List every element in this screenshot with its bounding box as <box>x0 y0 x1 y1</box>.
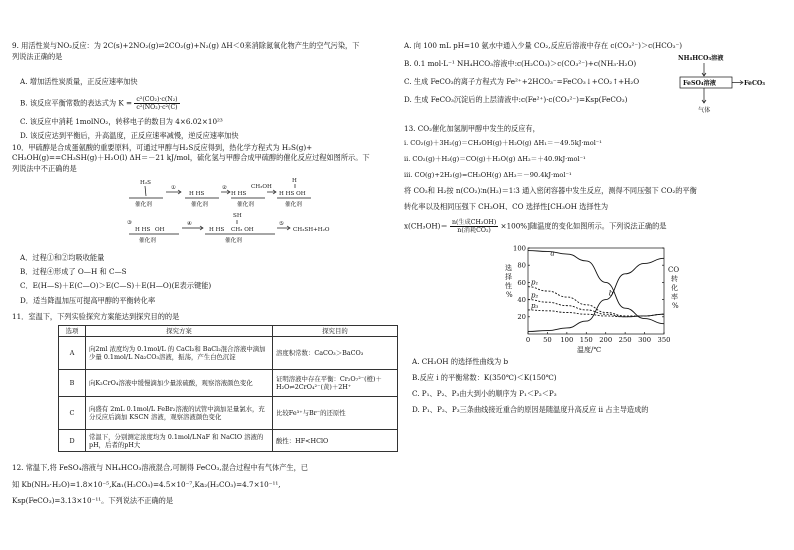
q12-line-1: 12. 常温下,将 FeSO₄溶液与 NH₄HCO₃溶液混合,可制得 FeCO₃,混合过程中有气体产生，已 <box>12 463 308 472</box>
q10-option-c: C．E(H—S)＋E(C—O)＞E(C—S)＋E(H—O)(E表示键能) <box>20 281 212 290</box>
q13-option-d: D. P₁、P₂、P₃三条曲线接近重合的原因是随温度升高反应 ii 占主导造成的 <box>412 405 649 414</box>
ylabel-left-2: 择 <box>505 273 512 281</box>
series-line-p₁ <box>528 287 664 316</box>
ylabel-right-4: 率 <box>671 293 678 301</box>
y-tick-label: 20 <box>517 313 526 322</box>
header-plan: 探究方案 <box>86 326 273 337</box>
q11-table <box>58 325 398 452</box>
header-goal: 探究目的 <box>273 326 398 337</box>
series-label: b <box>608 289 614 298</box>
step-3: ③ <box>127 220 133 226</box>
flow-bottom-label: 气体 <box>698 107 711 114</box>
table-row <box>59 337 398 370</box>
flow-diagram <box>676 52 790 118</box>
q10-option-a: A．过程①和②均吸收能量 <box>20 253 105 262</box>
y-tick-label: 100 <box>513 244 526 253</box>
catalysis-diagram <box>125 176 345 248</box>
label-hhs-2: H HS <box>231 191 247 197</box>
label-ch3oh: CH₃OH <box>251 184 272 190</box>
q10-option-b: B．过程④形成了 O—H 和 C—S <box>20 267 127 276</box>
row-option: C <box>59 397 86 430</box>
q13-line-1: 将 CO₂和 H₂按 n(CO₂)∶n(H₂)＝1∶3 通入密闭容器中发生反应，测得不同压强下 CO₂的平衡 <box>404 186 697 195</box>
q9-k-denominator: c²(NO₂)·c²(C) <box>136 104 178 111</box>
row-goal: 溶度积常数：CaCO₃＞BaCO₃ <box>273 337 398 370</box>
label-ch3-oh: CH₃ OH <box>231 227 254 233</box>
row-goal: 比较Fe³⁺与Br⁻的还原性 <box>273 397 398 430</box>
q10-stem-2: CH₃OH(g)==CH₃SH(g)＋H₂O(l) ΔH＝－21 kJ/mol，硫化氢与甲醇合成甲硫醇的催化反应过程如图所示。下 <box>12 153 370 162</box>
q12-line-3: Ksp(FeCO₃)=3.13×10⁻¹¹。下列说法不正确的是 <box>12 496 174 505</box>
q13-option-c: C. P₁、P₂、P₃由大到小的顺序为 P₁＜P₂＜P₃ <box>412 389 557 398</box>
q13-option-a: A. CH₃OH 的选择性曲线为 b <box>412 357 509 366</box>
label-h2s: H₂S <box>140 180 151 186</box>
label-hhs-1: H HS <box>189 191 205 197</box>
q12-option-c: C. 生成 FeCO₃的离子方程式为 Fe²⁺+2HCO₃⁻=FeCO₃↓+CO₂↑+H₂O <box>404 77 640 86</box>
q10-stem: 10．甲硫醇是合成蛋氨酸的重要原料，可通过甲醇与H₂S反应得到，热化学方程式为 H₂S(g)+ <box>12 143 313 152</box>
step-5: ⑤ <box>279 221 285 227</box>
q12-option-d: D. 生成 FeCO₃沉淀后的上层清液中:c(Fe²⁺)·c(CO₃²⁻)=Ksp(FeCO₃) <box>404 95 628 104</box>
x-tick-label: 200 <box>599 336 613 344</box>
series-label: p₁ <box>531 278 539 287</box>
label-sh: SH <box>233 213 242 219</box>
y-tick-label: 40 <box>517 296 526 304</box>
q12-option-a: A. 向 100 mL pH=10 氨水中通入少量 CO₂,反应后溶液中存在 c(CO₃²⁻)＞c(HCO₃⁻) <box>404 41 683 50</box>
label-product: CH₃SH+H₂O <box>293 227 330 233</box>
series-line-p₂ <box>528 300 664 317</box>
y-tick-label: 60 <box>517 278 526 287</box>
flow-box-label: FeSO₄溶液 <box>683 80 716 87</box>
y-tick-label: 80 <box>517 261 526 270</box>
selectivity-denominator: n(消耗CO₂) <box>457 227 491 234</box>
q13-stem: 13. CO₂催化加氢制甲醇中发生的反应有， <box>404 124 540 133</box>
selectivity-fraction <box>450 219 498 234</box>
catalyst-1: 催化剂 <box>135 202 152 208</box>
step-1: ① <box>171 185 177 191</box>
row-goal: 酸性：HF<HClO <box>273 430 398 452</box>
row-goal: 证明溶液中存在平衡：Cr₂O₇²⁻(橙)＋H₂O⇌2CrO₄²⁻(黄)＋2H⁺ <box>273 370 398 397</box>
label-oh: OH <box>155 227 165 233</box>
q11-stem: 11．室温下，下列实验探究方案能达到探究目的的是 <box>12 312 180 321</box>
q10-stem-3: 列说法中不正确的是 <box>12 164 77 173</box>
q13-option-b: B.反应 i 的平衡常数：K(350℃)＜K(150℃) <box>412 373 557 382</box>
row-option: D <box>59 430 86 452</box>
series-label: p₂ <box>531 291 539 300</box>
q9-option-b <box>20 96 180 111</box>
flow-top-label: NH₄HCO₃溶液 <box>678 55 724 62</box>
q9-option-d: D. 该反应达到平衡后，升高温度，正反应速率减慢，逆反应速率加快 <box>20 131 239 140</box>
label-hhs-3: H HS <box>135 227 151 233</box>
q13-reaction-1: i. CO₂(g)＋3H₂(g)＝CH₃OH(g)＋H₂O(g) ΔH₁＝－49.5kJ·mol⁻¹ <box>404 139 602 147</box>
row-plan: 向盛有 2mL 0.1mol/L FeBr₂溶液的试管中滴加足量氯水，充分反应后滴加 KSCN 溶液，观察溶液颜色变化 <box>86 397 273 430</box>
row-plan: 向K₂CrO₄溶液中缓慢滴加少量浓硫酸，观察溶液颜色变化 <box>86 370 273 397</box>
selectivity-prefix: x(CH₃OH)＝ <box>404 221 448 231</box>
row-plan: 向2ml 浓度均为 0.1mol/L 的 CaCl₂和 BaCl₂混合溶液中滴加少量 0.1mol/L Na₂CO₃溶液，振荡，产生白色沉淀 <box>86 337 273 370</box>
q13-reaction-3: iii. CO(g)+2H₂(g)=CH₃OH(g) ΔH₃＝－90.4kJ·mol⁻¹ <box>404 171 572 179</box>
ylabel-right-5: % <box>672 302 679 310</box>
series-line-b <box>528 258 664 331</box>
q9-option-a: A. 增加活性炭质量，正反应速率加快 <box>20 77 138 86</box>
q13-reaction-2: ii. CO₂(g)＋H₂(g)＝CO(g)＋H₂O(g) ΔH₂＝＋40.9kJ·mol⁻¹ <box>404 155 586 163</box>
row-plan: 常温下，分别测定浓度均为 0.1mol/LNaF 和 NaClO 溶液的pH，后者的pH大 <box>86 430 273 452</box>
q13-line-2: 转化率以及相同压强下 CH₃OH、CO 选择性[CH₃OH 选择性为 <box>404 202 609 211</box>
selectivity-suffix: ×100%]随温度的变化如图所示。下列说法正确的是 <box>500 221 667 231</box>
x-tick-label: 0 <box>525 336 531 344</box>
ylabel-right-2: 转 <box>671 275 678 283</box>
row-option: A <box>59 337 86 370</box>
q12-option-b: B. 0.1 mol·L⁻¹ NH₄HCO₃溶液中:c(H₂CO₃)＞c(CO₃²⁻)+c(NH₃·H₂O) <box>404 59 637 68</box>
q9-option-b-prefix: B. 该反应平衡常数的表达式为 K = <box>20 98 133 108</box>
table-row <box>59 370 398 397</box>
ylabel-right-1: CO <box>668 266 680 274</box>
ylabel-left-3: 性 <box>505 282 512 290</box>
q10-option-d: D．适当降温加压可提高甲醇的平衡转化率 <box>20 296 156 305</box>
catalyst-6: 催化剂 <box>225 238 242 244</box>
x-tick-label: 300 <box>638 336 652 344</box>
x-tick-label: 100 <box>560 336 574 344</box>
catalyst-3: 催化剂 <box>237 202 254 208</box>
plot-frame <box>528 248 664 334</box>
flow-right-label: FeCO₃ <box>744 80 766 87</box>
x-tick-label: 50 <box>543 336 552 344</box>
step-4: ④ <box>187 221 193 227</box>
q9-k-fraction <box>134 96 179 111</box>
x-tick-label: 150 <box>579 336 593 344</box>
label-h-top: H <box>292 178 297 184</box>
label-hhs-oh: H HS OH <box>279 191 306 197</box>
table-header-row <box>59 326 398 337</box>
step-2: ② <box>222 185 228 191</box>
label-hhs-4: H HS <box>209 227 225 233</box>
series-label: p₃ <box>531 301 539 310</box>
ylabel-left-1: 选 <box>505 264 512 272</box>
header-option: 选项 <box>59 326 86 337</box>
table-row <box>59 430 398 452</box>
table-row <box>59 397 398 430</box>
series-label: a <box>550 249 555 258</box>
q9-k-numerator: c²(CO₂)·c(N₂) <box>136 96 178 103</box>
x-tick-label: 350 <box>657 336 671 344</box>
x-tick-label: 250 <box>618 336 632 344</box>
q12-line-2: 知 Kb(NH₃·H₂O)=1.8×10⁻⁵,Ka₁(H₂CO₃)=4.5×10⁻⁷,Ka₂(H₂CO₃)=4.7×10⁻¹¹, <box>12 480 281 489</box>
series-line-a <box>528 251 664 324</box>
x-axis-label: 温度/℃ <box>577 346 602 354</box>
q13-selectivity <box>404 219 667 234</box>
catalyst-5: 催化剂 <box>139 238 156 244</box>
catalyst-2: 催化剂 <box>191 202 208 208</box>
row-option: B <box>59 370 86 397</box>
q9-stem: 9. 用活性炭与NO₂反应：为 2C(s)+2NO₂(g)⇌2CO₂(g)+N₂(g) ΔH＜0来消除氮氧化物产生的空气污染，下 <box>12 41 360 50</box>
catalyst-4: 催化剂 <box>285 202 302 208</box>
q9-option-c: C. 该反应中消耗 1molNO₂，转移电子的数目为 4×6.02×10²³ <box>20 117 223 126</box>
q9-stem-2: 列说法正确的是 <box>12 52 63 61</box>
selectivity-numerator: n(生成CH₃OH) <box>451 219 497 226</box>
ylabel-left-4: % <box>506 291 513 299</box>
ylabel-right-3: 化 <box>671 284 678 292</box>
selectivity-conversion-chart <box>502 242 682 354</box>
